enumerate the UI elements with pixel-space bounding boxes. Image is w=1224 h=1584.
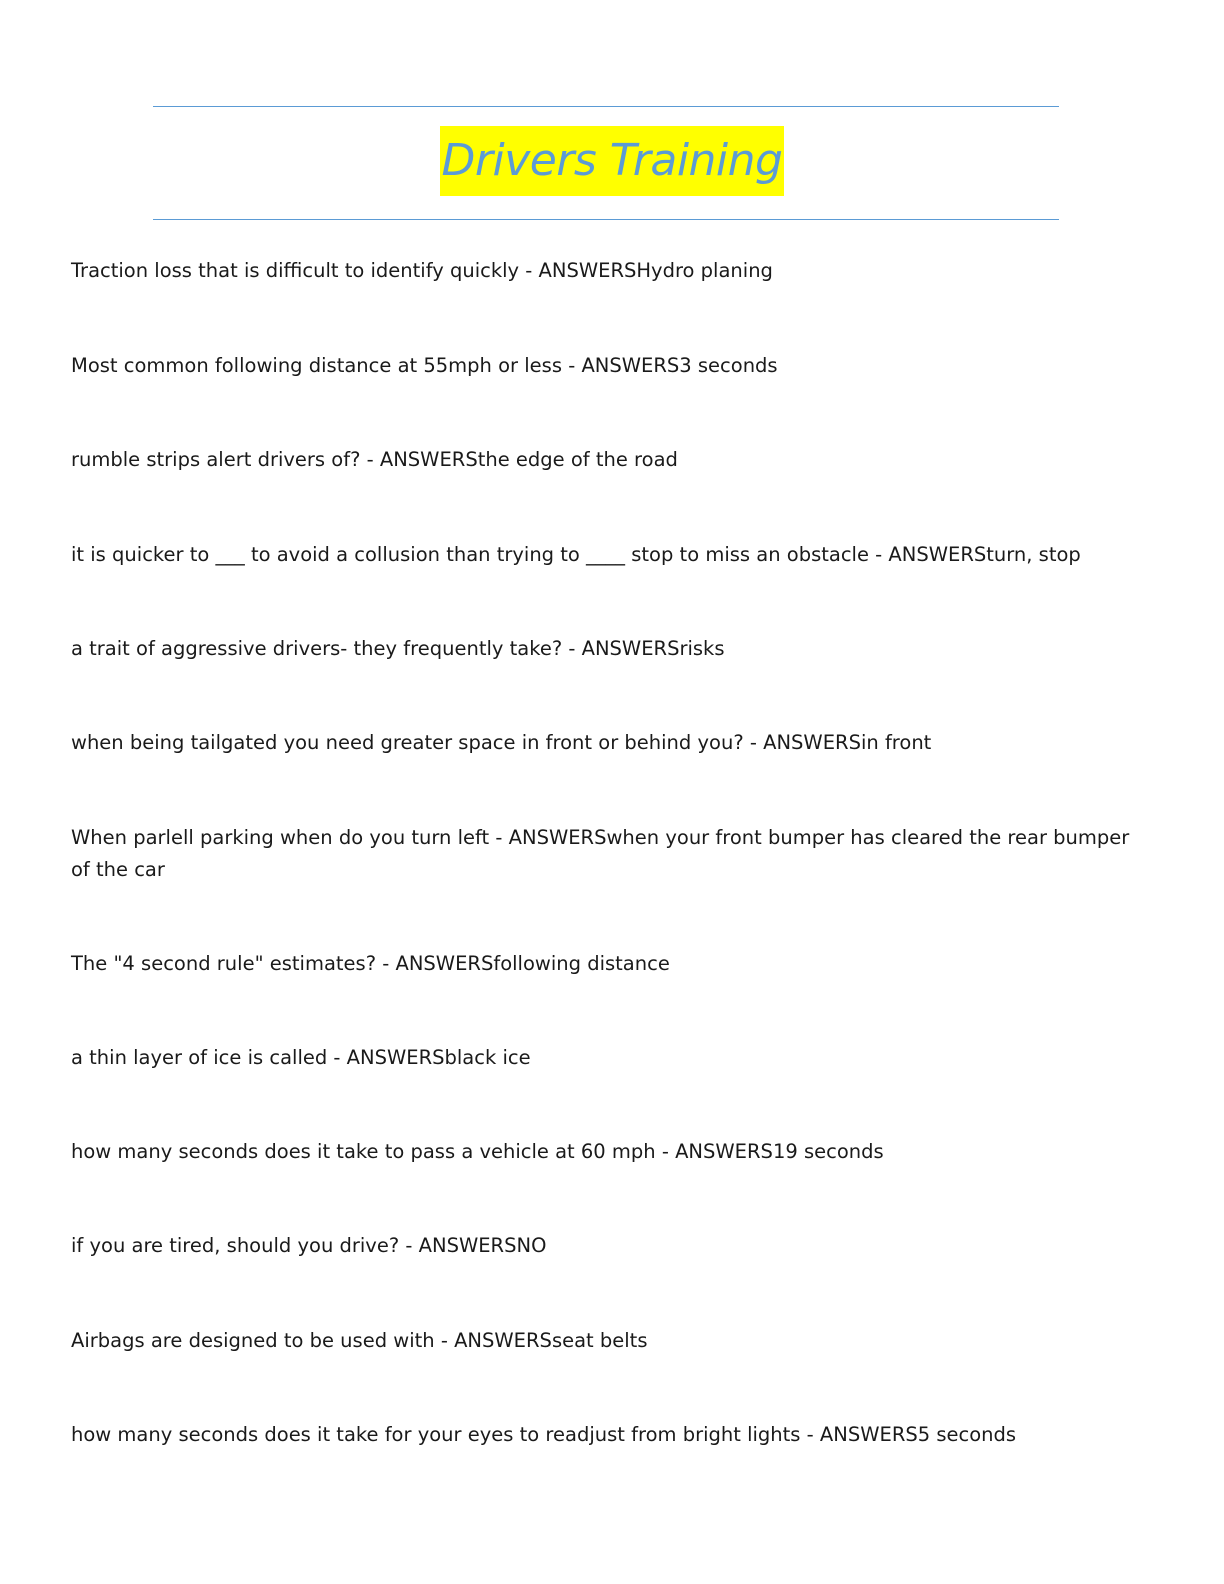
qa-answer: 3 seconds bbox=[679, 354, 778, 377]
qa-item bbox=[71, 1136, 1151, 1168]
qa-answer: the edge of the road bbox=[477, 448, 678, 471]
header-top-rule bbox=[153, 106, 1059, 107]
qa-separator: - bbox=[434, 1329, 455, 1352]
qa-question: The "4 second rule" estimates? bbox=[71, 952, 377, 975]
qa-answer-prefix: ANSWERS bbox=[379, 448, 478, 471]
qa-separator: - bbox=[399, 1234, 419, 1257]
qa-item bbox=[71, 633, 1151, 665]
qa-question: a trait of aggressive drivers- they frequently take? bbox=[71, 637, 563, 660]
qa-question: rumble strips alert drivers of? bbox=[71, 448, 361, 471]
document-title: Drivers Training bbox=[440, 126, 785, 196]
qa-item bbox=[71, 539, 1151, 571]
qa-item bbox=[71, 948, 1151, 980]
qa-answer-prefix: ANSWERS bbox=[888, 543, 987, 566]
qa-separator: - bbox=[489, 826, 509, 849]
qa-answer: turn, stop bbox=[986, 543, 1081, 566]
qa-item bbox=[71, 444, 1151, 476]
header-bottom-rule bbox=[153, 219, 1059, 220]
qa-answer-prefix: ANSWERS bbox=[538, 259, 637, 282]
qa-answer: risks bbox=[679, 637, 725, 660]
qa-question: Most common following distance at 55mph or less bbox=[71, 354, 562, 377]
qa-separator: - bbox=[327, 1046, 347, 1069]
qa-item bbox=[71, 727, 1151, 759]
qa-answer: 5 seconds bbox=[917, 1423, 1017, 1446]
qa-question: how many seconds does it take to pass a vehicle at 60 mph bbox=[71, 1140, 656, 1163]
qa-answer: in front bbox=[860, 731, 932, 754]
qa-answer: Hydro planing bbox=[636, 259, 773, 282]
qa-item bbox=[71, 1419, 1151, 1451]
qa-separator: - bbox=[868, 543, 889, 566]
qa-item bbox=[71, 1230, 1151, 1262]
qa-answer: when your front bumper has cleared the rear bumper of the car bbox=[71, 826, 1130, 881]
qa-separator: - bbox=[562, 637, 582, 660]
title-container bbox=[0, 126, 1224, 196]
qa-separator: - bbox=[376, 952, 396, 975]
qa-question: Traction loss that is difficult to identify quickly bbox=[71, 259, 520, 282]
qa-item bbox=[71, 1042, 1151, 1074]
qa-answer: NO bbox=[516, 1234, 547, 1257]
qa-separator: - bbox=[562, 354, 582, 377]
qa-question: how many seconds does it take for your eyes to readjust from bright lights bbox=[71, 1423, 801, 1446]
qa-question: when being tailgated you need greater space in front or behind you? bbox=[71, 731, 744, 754]
qa-answer-prefix: ANSWERS bbox=[418, 1234, 517, 1257]
qa-item bbox=[71, 255, 1151, 287]
qa-answer: black ice bbox=[444, 1046, 531, 1069]
qa-question: Airbags are designed to be used with bbox=[71, 1329, 435, 1352]
qa-separator: - bbox=[655, 1140, 676, 1163]
qa-separator: - bbox=[800, 1423, 820, 1446]
qa-answer-prefix: ANSWERS bbox=[581, 354, 680, 377]
qa-answer: following distance bbox=[493, 952, 670, 975]
qa-answer-prefix: ANSWERS bbox=[581, 637, 680, 660]
qa-answer-prefix: ANSWERS bbox=[346, 1046, 445, 1069]
qa-separator: - bbox=[743, 731, 764, 754]
qa-answer-prefix: ANSWERS bbox=[675, 1140, 773, 1163]
qa-question: a thin layer of ice is called bbox=[71, 1046, 328, 1069]
qa-item bbox=[71, 822, 1151, 886]
qa-answer: 19 seconds bbox=[772, 1140, 884, 1163]
qa-separator: - bbox=[360, 448, 380, 471]
qa-answer-prefix: ANSWERS bbox=[395, 952, 494, 975]
qa-item bbox=[71, 350, 1151, 382]
qa-separator: - bbox=[519, 259, 539, 282]
qa-question: it is quicker to ___ to avoid a collusion than trying to ____ stop to miss an obstacle bbox=[71, 543, 869, 566]
qa-question: if you are tired, should you drive? bbox=[71, 1234, 400, 1257]
qa-question: When parlell parking when do you turn left bbox=[71, 826, 490, 849]
qa-answer-prefix: ANSWERS bbox=[819, 1423, 918, 1446]
qa-item bbox=[71, 1325, 1151, 1357]
qa-answer-prefix: ANSWERS bbox=[508, 826, 607, 849]
qa-answer-prefix: ANSWERS bbox=[454, 1329, 552, 1352]
qa-answer-prefix: ANSWERS bbox=[763, 731, 861, 754]
qa-answer: seat belts bbox=[551, 1329, 648, 1352]
